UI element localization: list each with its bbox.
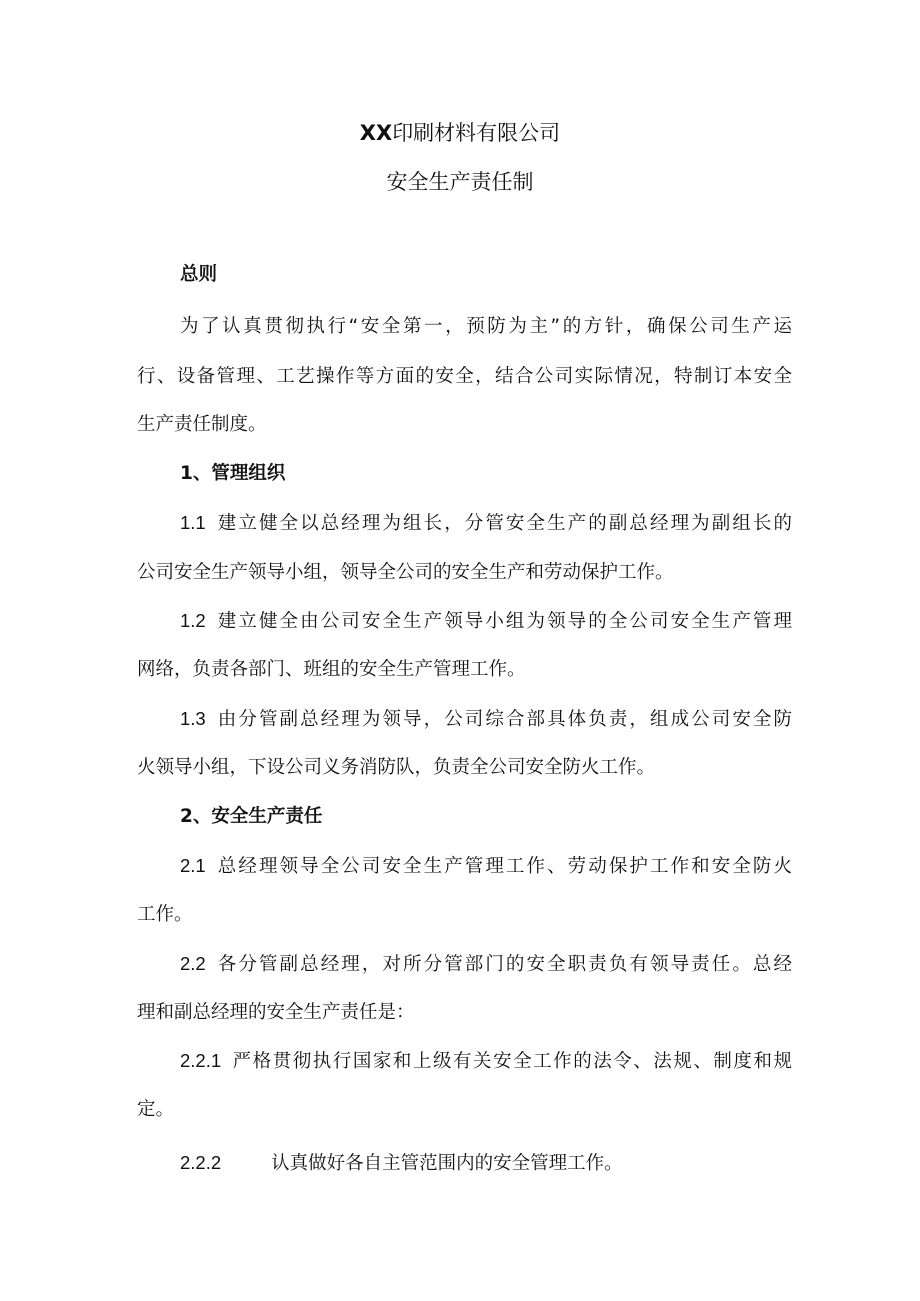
item-1-1-line-2: 公司安全生产领导小组，领导全公司的安全生产和劳动保护工作。 bbox=[137, 562, 674, 583]
item-1-1-line-1 bbox=[180, 510, 792, 537]
document-title: 安全生产责任制 bbox=[386, 170, 534, 194]
company-name: 印刷材料有限公司 bbox=[392, 121, 561, 145]
company-prefix: XX bbox=[359, 121, 393, 145]
item-1-1-number: 1.1 bbox=[180, 512, 206, 533]
section1-heading: 1、管理组织 bbox=[180, 463, 286, 484]
item-1-1-text: 建立健全以总经理为组长，分管安全生产的副总经理为副组长的 bbox=[215, 513, 792, 534]
company-title bbox=[0, 118, 920, 148]
item-2-2-text: 各分管副总经理，对所分管部门的安全职责负有领导责任。总经 bbox=[215, 954, 792, 975]
item-2-2-2-line-1 bbox=[180, 1150, 792, 1177]
item-2-1-number: 2.1 bbox=[180, 855, 206, 876]
item-2-2-2-number: 2.2.2 bbox=[180, 1152, 222, 1173]
item-2-2-line-2: 理和副总经理的安全生产责任是： bbox=[137, 1002, 415, 1023]
item-2-2-number: 2.2 bbox=[180, 953, 206, 974]
item-2-1-line-2: 工作。 bbox=[137, 904, 193, 925]
intro-line-2: 行、设备管理、工艺操作等方面的安全，结合公司实际情况，特制订本安全 bbox=[137, 366, 792, 387]
intro-line-1: 为了认真贯彻执行“安全第一，预防为主”的方针，确保公司生产运 bbox=[180, 316, 792, 337]
item-2-2-1-line-1 bbox=[180, 1048, 792, 1075]
item-2-1-line-1 bbox=[180, 853, 792, 880]
item-1-2-line-1 bbox=[180, 608, 792, 635]
item-2-2-line-1 bbox=[180, 951, 792, 978]
item-1-3-text: 由分管副总经理为领导，公司综合部具体负责，组成公司安全防 bbox=[215, 709, 792, 730]
item-1-2-line-2: 网络，负责各部门、班组的安全生产管理工作。 bbox=[137, 659, 526, 680]
item-1-2-number: 1.2 bbox=[180, 610, 206, 631]
general-heading: 总则 bbox=[180, 264, 218, 285]
item-2-2-1-line-2: 定。 bbox=[137, 1099, 175, 1120]
item-2-2-2-text: 认真做好各自主管范围内的安全管理工作。 bbox=[271, 1153, 623, 1174]
item-1-2-text: 建立健全由公司安全生产领导小组为领导的全公司安全生产管理 bbox=[215, 611, 792, 632]
item-1-3-line-2: 火领导小组，下设公司义务消防队，负责全公司安全防火工作。 bbox=[137, 757, 656, 778]
item-1-3-number: 1.3 bbox=[180, 708, 206, 729]
item-2-2-1-text: 严格贯彻执行国家和上级有关安全工作的法令、法规、制度和规 bbox=[231, 1051, 792, 1072]
item-2-1-text: 总经理领导全公司安全生产管理工作、劳动保护工作和安全防火 bbox=[215, 856, 792, 877]
item-2-2-1-number: 2.2.1 bbox=[180, 1050, 222, 1071]
item-1-3-line-1 bbox=[180, 706, 792, 733]
section2-heading: 2、安全生产责任 bbox=[180, 806, 323, 827]
intro-line-3: 生产责任制度。 bbox=[137, 414, 267, 435]
